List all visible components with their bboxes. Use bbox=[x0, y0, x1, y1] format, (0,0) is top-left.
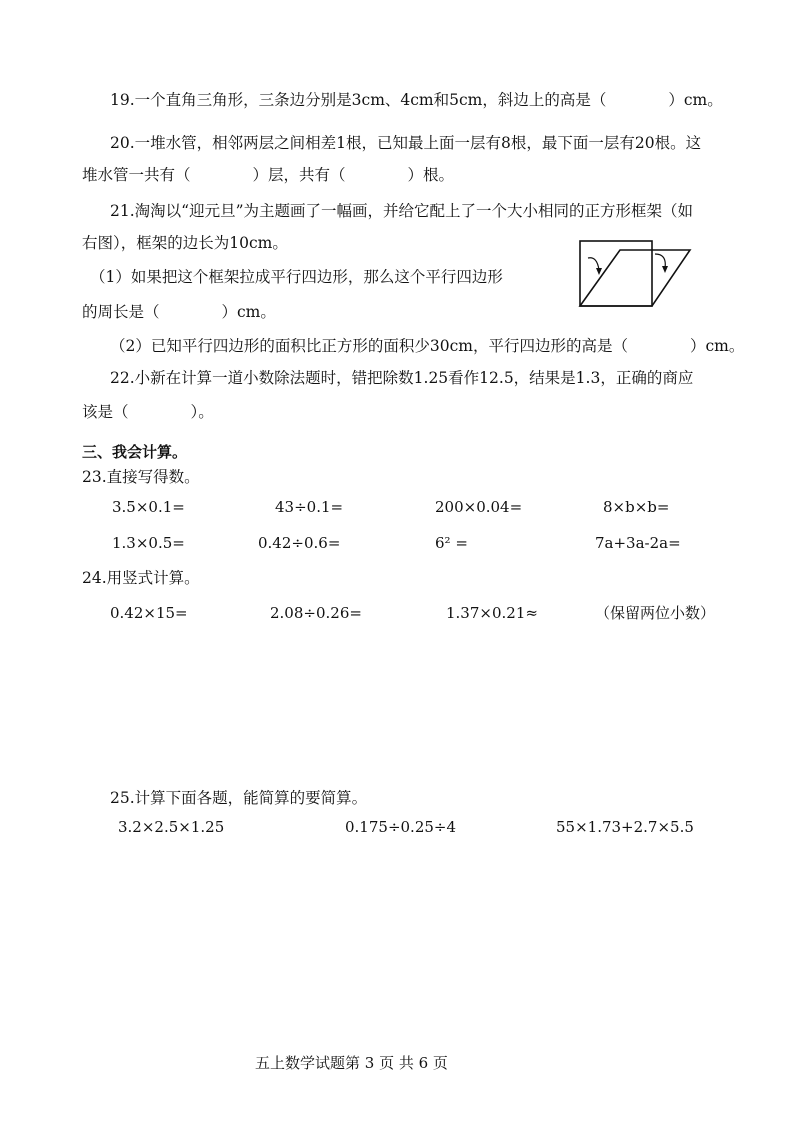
oral-calc-item: 3.5×0.1= bbox=[112, 498, 185, 516]
vertical-calc-item: 0.42×15= bbox=[110, 604, 188, 622]
question-20-line-2: 堆水管一共有（ ）层，共有（ ）根。 bbox=[82, 166, 455, 184]
simplify-calc-item: 0.175÷0.25÷4 bbox=[345, 818, 457, 836]
question-23: 23.直接写得数。 bbox=[82, 468, 200, 486]
oral-calc-item: 6² = bbox=[435, 534, 468, 552]
frame-to-parallelogram-figure bbox=[575, 238, 695, 310]
page-footer: 五上数学试题第 3 页 共 6 页 bbox=[255, 1054, 448, 1072]
question-20-line-1: 20.一堆水管，相邻两层之间相差1根，已知最上面一层有8根，最下面一层有20根。这 bbox=[110, 134, 702, 152]
question-25: 25.计算下面各题，能简算的要简算。 bbox=[110, 789, 368, 807]
vertical-calc-item: 1.37×0.21≈ bbox=[446, 604, 538, 622]
oral-calc-item: 200×0.04= bbox=[435, 498, 523, 516]
question-21-part-1-line-1: （1）如果把这个框架拉成平行四边形，那么这个平行四边形 bbox=[90, 268, 503, 286]
oral-calc-item: 0.42÷0.6= bbox=[258, 534, 341, 552]
oral-calc-item: 8×b×b= bbox=[603, 498, 670, 516]
question-21-part-1-line-2: 的周长是（ ）cm。 bbox=[82, 303, 276, 321]
question-22-line-1: 22.小新在计算一道小数除法题时，错把除数1.25看作12.5，结果是1.3，正确的商应 bbox=[110, 369, 694, 387]
question-21-line-2: 右图），框架的边长为10cm。 bbox=[82, 234, 288, 252]
vertical-calc-item: 2.08÷0.26= bbox=[270, 604, 362, 622]
oral-calc-item: 7a+3a-2a= bbox=[595, 534, 681, 552]
oral-calc-item: 1.3×0.5= bbox=[112, 534, 185, 552]
question-24: 24.用竖式计算。 bbox=[82, 569, 200, 587]
question-22-line-2: 该是（ ）。 bbox=[82, 403, 214, 421]
section-3-heading: 三、我会计算。 bbox=[82, 443, 188, 461]
simplify-calc-item: 55×1.73+2.7×5.5 bbox=[556, 818, 694, 836]
question-19: 19.一个直角三角形，三条边分别是3cm、4cm和5cm，斜边上的高是（ ）cm。 bbox=[110, 91, 723, 109]
oral-calc-item: 43÷0.1= bbox=[275, 498, 344, 516]
question-21-part-2: （2）已知平行四边形的面积比正方形的面积少30cm，平行四边形的高是（ ）cm。 bbox=[110, 337, 745, 355]
rounding-note: （保留两位小数） bbox=[595, 604, 716, 622]
question-21-line-1: 21.淘淘以“迎元旦”为主题画了一幅画，并给它配上了一个大小相同的正方形框架（如 bbox=[110, 202, 694, 220]
simplify-calc-item: 3.2×2.5×1.25 bbox=[118, 818, 225, 836]
